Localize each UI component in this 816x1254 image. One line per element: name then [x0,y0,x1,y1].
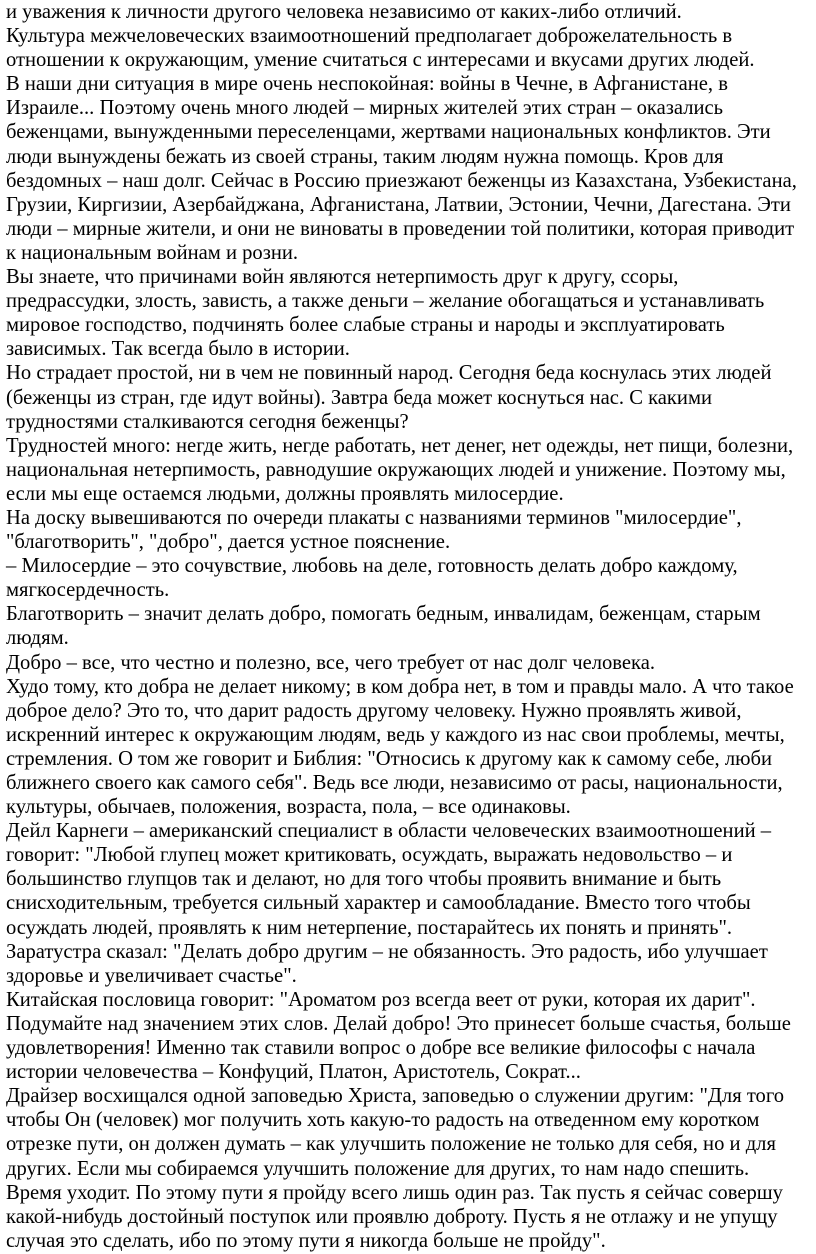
document-text [6,0,808,1253]
text-line: какой-нибудь достойный поступок или проявлю доброту. Пусть я не отлажу и не упущу [6,1205,778,1228]
text-line: зависимых. Так всегда было в истории. [6,338,350,361]
text-line: чтобы Он (человек) мог получить хоть какую-то радость на отведенном ему коротком [6,1109,760,1132]
text-line: – Милосердие – это сочувствие, любовь на деле, готовность делать добро каждому, [6,555,738,578]
text-line: Грузии, Киргизии, Азербайджана, Афганистана, Латвии, Эстонии, Чечни, Дагестана. Эти [6,193,791,216]
text-line: Драйзер восхищался одной заповедью Христа, заповедью о служении другим: "Для того [6,1085,785,1108]
text-line: Вы знаете, что причинами войн являются нетерпимость друг к другу, ссоры, [6,266,679,289]
text-line: стремления. О том же говорит и Библия: "Относись к другому как к самому себе, люби [6,747,773,770]
text-line: люди – мирные жители, и они не виноваты в проведении той политики, которая приводит [6,217,795,240]
text-line: национальная нетерпимость, равнодушие окружающих людей и унижение. Поэтому мы, [6,458,786,481]
text-line: Дейл Карнеги – американский специалист в области человеческих взаимоотношений – [6,820,772,843]
text-line: Но страдает простой, ни в чем не повинный народ. Сегодня беда коснулась этих людей [6,362,772,385]
text-line: предрассудки, злость, зависть, а также деньги – желание обогащаться и устанавливать [6,290,765,313]
text-line: мировое господство, подчинять более слабые страны и народы и эксплуатировать [6,314,725,337]
text-line: Благотворить – значит делать добро, помогать бедным, инвалидам, беженцам, старым [6,603,761,626]
text-line: Заратустра сказал: "Делать добро другим – не обязанность. Это радость, ибо улучшает [6,940,768,963]
text-line: Израиле... Поэтому очень много людей – мирных жителей этих стран – оказались [6,97,724,120]
text-line: Подумайте над значением этих слов. Делай добро! Это принесет больше счастья, больше [6,1012,791,1035]
text-line: Худо тому, кто добра не делает никому; в ком добра нет, в том и правды мало. А что такое [6,675,794,698]
text-line: Трудностей много: негде жить, негде работать, нет денег, нет одежды, нет пищи, болезни, [6,434,794,457]
text-line: осуждать людей, проявлять к ним нетерпение, постарайтесь их понять и принять". [6,916,733,939]
text-line: трудностями сталкиваются сегодня беженцы? [6,410,409,433]
text-line: здоровье и увеличивает счастье". [6,964,297,987]
text-line: отношении к окружающим, умение считаться с интересами и вкусами других людей. [6,49,755,72]
text-line: ближнего своего как самого себя". Ведь все люди, независимо от расы, национальности, [6,772,783,794]
text-line: и уважения к личности другого человека независимо от каких-либо отличий. [6,1,682,23]
text-line: Время уходит. По этому пути я пройду всего лишь один раз. Так пусть я сейчас совершу [6,1181,783,1204]
text-line: других. Если мы собираемся улучшить положение для других, то нам надо спешить. [6,1157,750,1180]
text-line: истории человечества – Конфуций, Платон, Аристотель, Сократ... [6,1061,581,1084]
text-line: к национальным войнам и розни. [6,241,299,264]
text-line: Культура межчеловеческих взаимоотношений предполагает доброжелательность в [6,25,733,48]
text-line: Добро – все, что честно и полезно, все, чего требует от нас долг человека. [6,651,656,674]
text-line: снисходительным, требуется сильный характер и самообладание. Вместо того чтобы [6,892,751,915]
text-line: случая это сделать, ибо по этому пути я никогда больше не пройду". [6,1229,606,1252]
text-line: люди вынуждены бежать из своей страны, таким людям нужна помощь. Кров для [6,145,724,168]
text-line: удовлетворения! Именно так ставили вопрос о добре все великие философы с начала [6,1037,756,1060]
text-line: большинство глупцов так и делают, но для того чтобы проявить внимание и быть [6,868,722,891]
text-line: отрезке пути, он должен думать – как улучшить положение не только для себя, но и для [6,1133,776,1156]
text-line: культуры, обычаев, положения, возраста, пола, – все одинаковы. [6,796,571,819]
text-line: мягкосердечность. [6,579,170,602]
text-line: бездомных – наш долг. Сейчас в Россию приезжают беженцы из Казахстана, Узбекистана, [6,169,797,192]
text-line: В наши дни ситуация в мире очень неспокойная: войны в Чечне, в Афганистане, в [6,73,728,96]
text-line: Китайская пословица говорит: "Ароматом роз всегда веет от руки, которая их дарит". [6,988,756,1011]
text-line: доброе дело? Это то, что дарит радость другому человеку. Нужно проявлять живой, [6,699,742,722]
text-line: (беженцы из стран, где идут войны). Завтра беда может коснуться нас. С какими [6,386,713,409]
text-line: если мы еще остаемся людьми, должны проявлять милосердие. [6,482,564,505]
text-line: говорит: "Любой глупец может критиковать, осуждать, выражать недовольство – и [6,844,733,867]
text-line: На доску вывешиваются по очереди плакаты с названиями терминов "милосердие", [6,506,742,529]
text-line: искренний интерес к окружающим людям, ведь у каждого из нас свои проблемы, мечты, [6,723,785,746]
text-line: людям. [6,627,69,650]
text-line: беженцами, вынужденными переселенцами, жертвами национальных конфликтов. Эти [6,121,771,144]
text-line: "благотворить", "добро", дается устное пояснение. [6,531,451,554]
